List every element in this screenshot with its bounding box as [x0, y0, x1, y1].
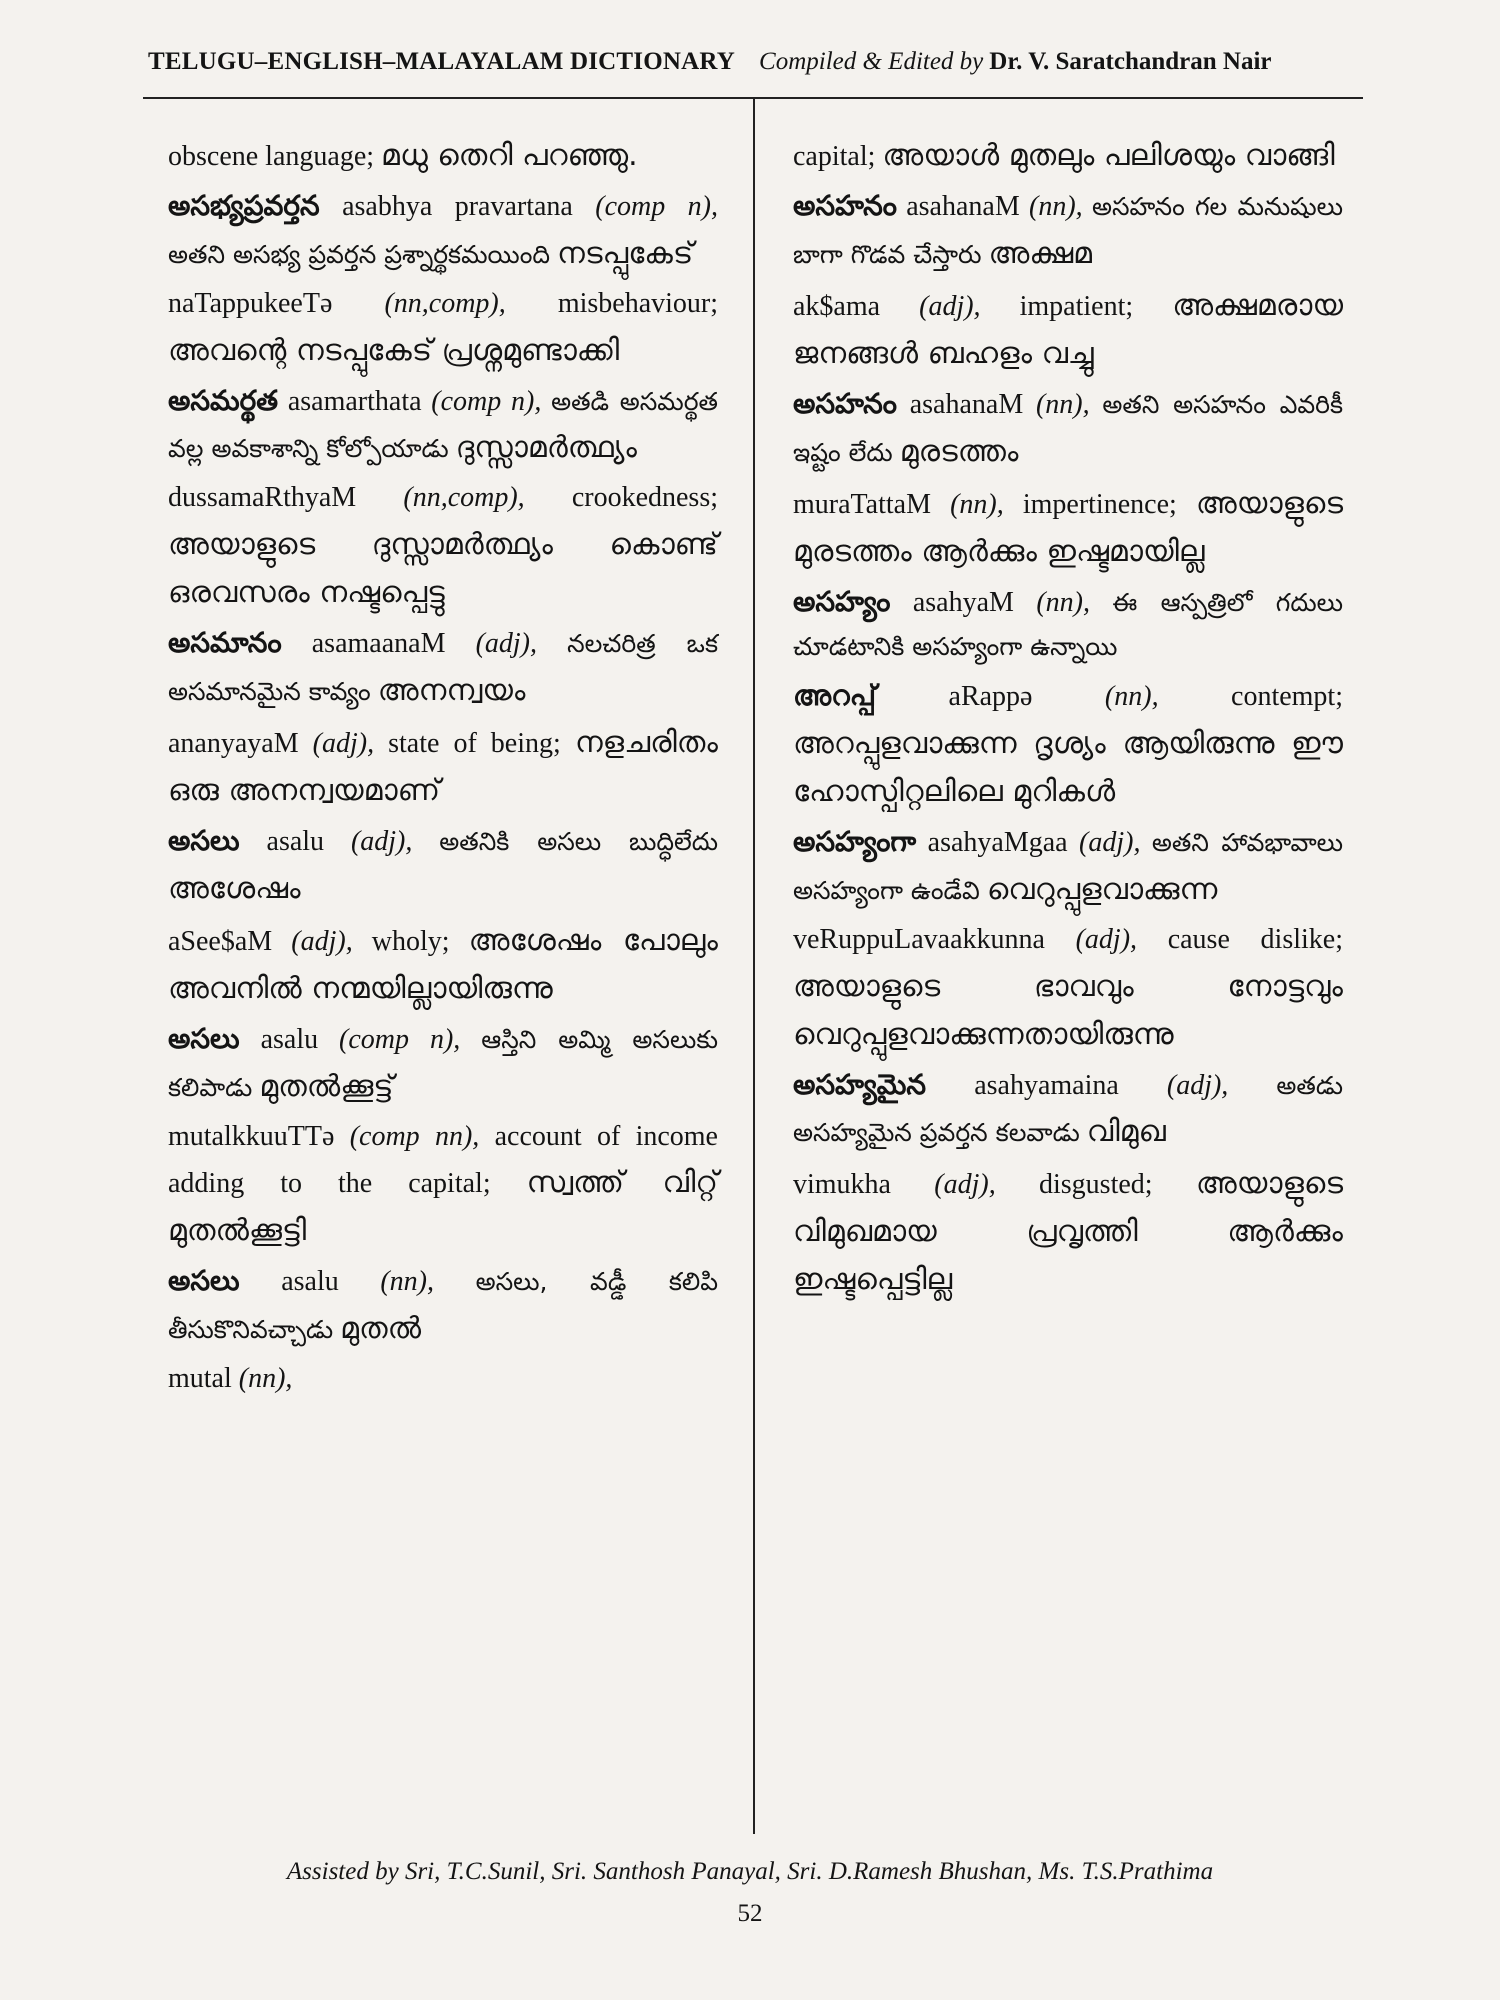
- running-header: [148, 48, 1363, 76]
- telugu-example: నలచరిత్ర ఒక అసమానమైన కావ్యం: [168, 629, 719, 706]
- malayalam-text: അനന്വയം: [377, 672, 526, 708]
- headword: అసహనం: [793, 189, 897, 222]
- grammar-tag: (nn),: [950, 488, 1004, 520]
- dictionary-entry: [793, 282, 1343, 378]
- dictionary-entry: [168, 132, 718, 180]
- dictionary-entry: [793, 382, 1343, 476]
- footer-credits: Assisted by Sri, T.C.Sunil, Sri. Santhosh Panayal, Sri. D.Ramesh Bhushan, Ms. T.S.Prathima: [286, 1858, 1214, 1885]
- grammar-tag: (adj),: [1075, 923, 1138, 955]
- transliteration: asahanaM: [909, 388, 1024, 420]
- transliteration: ak$ama: [793, 290, 881, 322]
- transliteration: asahanaM: [906, 191, 1020, 222]
- malayalam-text: സ്വത്ത് വിറ്റ് മുതൽക്കൂട്ടി: [168, 1165, 719, 1249]
- headword: అసహ్యమైన: [793, 1067, 927, 1101]
- malayalam-text: അയാളുടെ ഭാവവും നോട്ടവും വെറുപ്പുളവാക്കുന്നതായിരുന്നു: [793, 968, 1343, 1052]
- right-column: [793, 132, 1343, 1308]
- transliteration: muraTattaM: [793, 488, 931, 520]
- headword: అసమానం: [168, 626, 282, 660]
- dictionary-entry: [168, 719, 718, 815]
- malayalam-text: മുരടത്തം: [899, 433, 1019, 469]
- dictionary-entry: [168, 476, 718, 617]
- malayalam-text: അക്ഷമരായ ജനങ്ങൾ ബഹളം വച്ചു: [793, 287, 1344, 371]
- telugu-example: అతడు అసహ్యమైన ప్రవర్తన కలవాడు: [793, 1070, 1344, 1148]
- headword: అసమర్థత: [168, 383, 279, 417]
- malayalam-text: അശേഷം പോലും അവനിൽ നന്മയില്ലായിരുന്നു: [168, 922, 718, 1006]
- english-meaning: disgusted;: [1039, 1169, 1153, 1201]
- telugu-example: అతడి అసమర్థత వల్ల అవకాశాన్ని కోల్పోయాడు: [168, 386, 718, 464]
- dictionary-entry: [168, 379, 718, 473]
- english-meaning: capital;: [793, 141, 876, 172]
- grammar-tag: (adj),: [934, 1169, 996, 1201]
- grammar-tag: (comp n),: [595, 191, 719, 222]
- malayalam-text: അയാളുടെ ദുസ്സാമർത്ഥ്യം കൊണ്ട് ഒരവസരം നഷ്ടപ്പെട്ടു: [168, 527, 718, 611]
- transliteration: asalu: [260, 1023, 319, 1055]
- malayalam-text: മധു തെറി പറഞ്ഞു.: [381, 138, 638, 173]
- dictionary-entry: [168, 819, 718, 913]
- malayalam-text: അയാൾ മുതലും പലിശയും വാങ്ങി: [882, 138, 1335, 173]
- transliteration: asamarthata: [287, 385, 422, 417]
- telugu-example: అతని అసహనం ఎవరికీ ఇష్టం లేదు: [793, 389, 1344, 467]
- page-number: 52: [737, 1900, 763, 1927]
- telugu-example: ఆస్తిని అమ్మి అసలుకు కలిపాడు: [168, 1024, 719, 1102]
- transliteration: vimukha: [793, 1169, 891, 1201]
- transliteration: aRappə: [948, 681, 1033, 713]
- telugu-example: ఈ ఆస్పత్రిలో గదులు చూడటానికి అసహ్యంగా ఉన్నాయి: [793, 587, 1344, 662]
- grammar-tag: (comp n),: [339, 1023, 461, 1055]
- grammar-tag: (comp nn),: [349, 1120, 480, 1152]
- transliteration: veRuppuLavaakkunna: [793, 923, 1045, 955]
- dictionary-entry: [168, 621, 718, 715]
- malayalam-text: അറപ്പുളവാക്കുന്ന ദൃശ്യം ആയിരുന്നു ഈ ഹോസ്പിറ്റലിലെ മുറികൾ: [793, 725, 1343, 809]
- english-meaning: contempt;: [1231, 681, 1343, 713]
- malayalam-text: അയാളുടെ വിമുഖമായ പ്രവൃത്തി ആർക്കും ഇഷ്ടപ്പെട്ടില്ല: [793, 1166, 1343, 1298]
- dictionary-title: TELUGU–ENGLISH–MALAYALAM DICTIONARY: [148, 48, 736, 75]
- transliteration: asahyamaina: [974, 1069, 1119, 1101]
- transliteration: asahyaMgaa: [927, 826, 1068, 858]
- telugu-example: అసహనం గల మనుషులు బాగా గొడవ చేస్తారు: [793, 192, 1343, 269]
- english-meaning: state of being;: [388, 727, 561, 759]
- transliteration: aSee$aM: [168, 925, 273, 957]
- malayalam-text: വിമുഖ: [1086, 1114, 1166, 1150]
- dictionary-entry: [793, 674, 1343, 816]
- dictionary-entry: [793, 132, 1343, 180]
- dictionary-entry: [793, 820, 1343, 914]
- dictionary-entry: [168, 1259, 718, 1353]
- telugu-example: అసలు, వడ్డీ కలిపి తీసుకొనివచ్చాడు: [168, 1267, 719, 1345]
- grammar-tag: (nn),: [1036, 586, 1090, 618]
- english-meaning: crookedness;: [571, 482, 719, 514]
- transliteration: asabhya pravartana: [342, 191, 573, 222]
- dictionary-entry: [168, 917, 718, 1013]
- malayalam-text: അവന്റെ നടപ്പുകേട് പ്രശ്നമുണ്ടാക്കി: [168, 332, 620, 368]
- dictionary-entry: [168, 1017, 718, 1111]
- dictionary-entry: [168, 1357, 718, 1402]
- grammar-tag: (adj),: [475, 628, 537, 660]
- headword: అసహనం: [793, 386, 897, 420]
- english-meaning: impatient;: [1019, 290, 1134, 322]
- left-column: [168, 132, 718, 1406]
- english-meaning: obscene language;: [168, 141, 375, 172]
- english-meaning: impertinence;: [1022, 488, 1177, 520]
- dictionary-entry: [793, 184, 1343, 278]
- editor-name: Dr. V. Saratchandran Nair: [989, 48, 1272, 75]
- headword: అసభ్యప్రవర్తన: [168, 189, 320, 222]
- compiled-by-label: Compiled & Edited by: [759, 48, 984, 75]
- headword: అసలు: [168, 823, 240, 857]
- grammar-tag: (nn),: [238, 1363, 293, 1395]
- dictionary-entry: [168, 184, 718, 278]
- english-meaning: account of income adding to the capital;: [168, 1120, 718, 1200]
- dictionary-entry: [793, 1160, 1343, 1304]
- transliteration: ananyayaM: [168, 727, 299, 759]
- headword: అసహ్యం: [793, 584, 891, 618]
- malayalam-text: ദുസ്സാമർത്ഥ്യം: [455, 430, 637, 466]
- malayalam-text: നടപ്പുകേട്: [557, 235, 694, 271]
- transliteration: asalu: [281, 1266, 339, 1298]
- grammar-tag: (nn,comp),: [403, 482, 525, 514]
- malayalam-text: അക്ഷമ: [988, 235, 1093, 271]
- grammar-tag: (adj),: [919, 290, 981, 322]
- transliteration: naTappukeeTə: [168, 287, 333, 319]
- transliteration: dussamaRthyaM: [168, 482, 357, 514]
- grammar-tag: (nn,comp),: [384, 287, 506, 319]
- grammar-tag: (adj),: [1079, 826, 1141, 858]
- headword: അറപ്പ്: [793, 679, 877, 713]
- malayalam-text: നളചരിതം ഒരു അനന്വയമാണ്: [168, 724, 719, 808]
- grammar-tag: (adj),: [350, 825, 413, 857]
- column-divider: [753, 97, 755, 1834]
- grammar-tag: (nn),: [1029, 191, 1083, 222]
- grammar-tag: (nn),: [1035, 388, 1090, 420]
- dictionary-entry: [793, 918, 1343, 1059]
- headword: అసలు: [168, 1264, 240, 1298]
- grammar-tag: (adj),: [312, 727, 375, 759]
- transliteration: asahyaM: [912, 586, 1014, 618]
- transliteration: mutal: [168, 1363, 232, 1395]
- headword: అసలు: [168, 1021, 240, 1055]
- transliteration: asamaanaM: [311, 628, 446, 660]
- grammar-tag: (nn),: [380, 1266, 435, 1298]
- english-meaning: wholy;: [371, 925, 450, 957]
- malayalam-text: വെറുപ്പുളവാക്കുന്ന: [986, 871, 1218, 907]
- dictionary-entry: [793, 580, 1343, 671]
- transliteration: asalu: [266, 825, 325, 857]
- dictionary-entry: [168, 282, 718, 375]
- malayalam-text: അശേഷം: [168, 870, 301, 906]
- telugu-example: అతని అసభ్య ప్రవర్తన ప్రశ్నార్థకమయింది: [168, 239, 551, 269]
- grammar-tag: (adj),: [291, 925, 353, 957]
- dictionary-entry: [168, 1115, 718, 1256]
- english-meaning: misbehaviour;: [557, 287, 719, 319]
- english-meaning: cause dislike;: [1167, 923, 1343, 955]
- dictionary-entry: [793, 480, 1343, 576]
- grammar-tag: (nn),: [1104, 681, 1159, 713]
- malayalam-text: മുതൽക്കൂട്ട്: [259, 1068, 394, 1104]
- headword: అసహ్యంగా: [793, 824, 917, 858]
- telugu-example: అతనికి అసలు బుద్ధిలేదు: [439, 826, 719, 856]
- dictionary-entry: [793, 1063, 1343, 1157]
- telugu-example: అతని హావభావాలు అసహ్యంగా ఉండేవి: [793, 827, 1344, 905]
- grammar-tag: (adj),: [1166, 1069, 1229, 1101]
- malayalam-text: മുതൽ: [340, 1311, 422, 1347]
- grammar-tag: (comp n),: [431, 385, 542, 417]
- malayalam-text: അയാളുടെ മുരടത്തം ആർക്കും ഇഷ്ടമായില്ല: [793, 485, 1344, 569]
- transliteration: mutalkkuuTTə: [168, 1120, 335, 1152]
